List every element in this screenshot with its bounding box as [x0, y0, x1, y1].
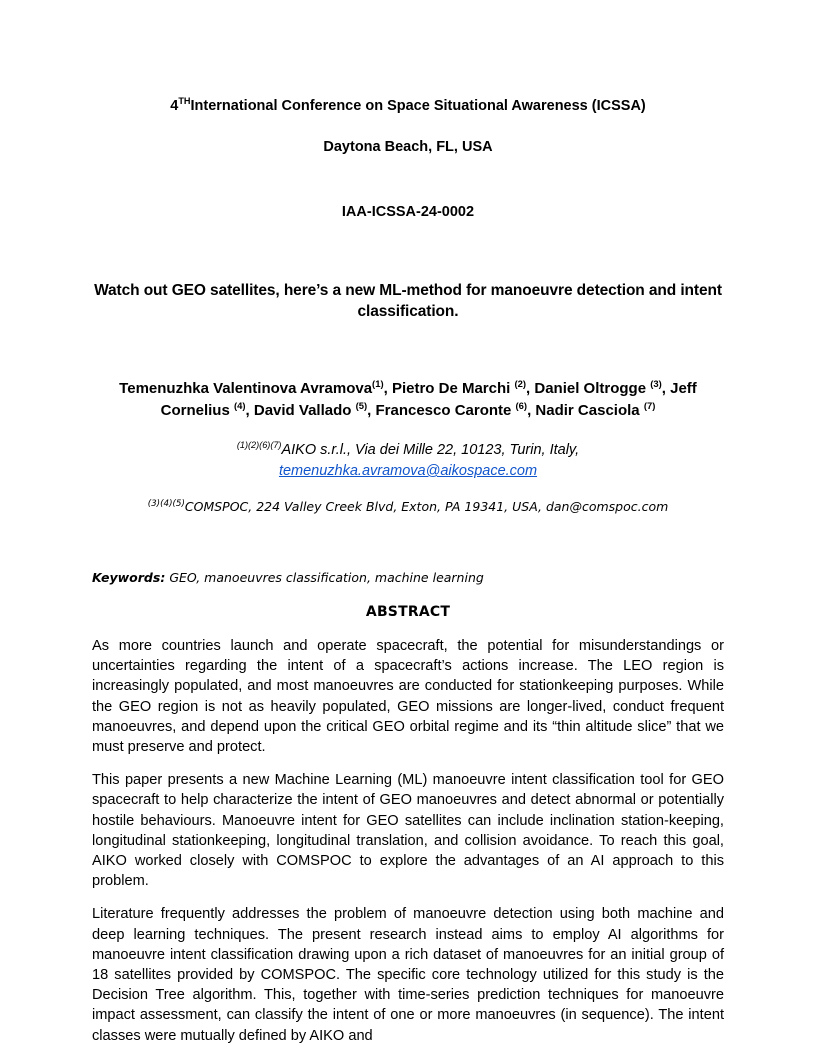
author-affiliation-marker: (7) — [643, 401, 656, 412]
author-separator: , — [527, 402, 536, 419]
abstract-paragraph-1: As more countries launch and operate spacecraft, the potential for misunderstandings or uncertainties regarding the intent of a spacecraft’s actions increase. The LEO region is increasingly populated, and most manoeuvres are conducted for stationkeeping purposes. While the GEO region is not as heavily populated, GEO missions are longer-lived, conduct frequent manoeuvres, and depend upon the critical GEO orbital regime and its “thin altitude slice” that we must preserve and protect. — [92, 638, 724, 756]
conference-location: Daytona Beach, FL, USA — [323, 139, 493, 155]
author-separator: , — [367, 402, 376, 419]
conference-title-text: International Conference on Space Situational Awareness (ICSSA) — [190, 98, 646, 114]
conference-ordinal-number: 4 — [170, 98, 179, 114]
affiliation-marker: (3)(4)(5) — [147, 498, 185, 509]
author-name: Pietro De Marchi — [391, 380, 515, 397]
affiliation-text: AIKO s.r.l., Via dei Mille 22, 10123, Turin, Italy, — [281, 442, 580, 458]
conference-title-line — [92, 96, 724, 116]
author-separator: , — [245, 402, 254, 419]
author-affiliation-marker: (1) — [372, 379, 384, 390]
keywords-label: Keywords: — [92, 570, 166, 585]
keywords-line — [92, 569, 724, 587]
keywords-value: GEO, manoeuvres classification, machine learning — [169, 570, 484, 585]
author-name: Daniel Oltrogge — [534, 380, 651, 397]
page-title: Watch out GEO satellites, here’s a new ML-method for manoeuvre detection and intent classification. — [94, 282, 722, 320]
author-name: Temenuzhka Valentinova Avramova — [119, 380, 373, 397]
page-content-column — [92, 0, 724, 1046]
abstract-heading: ABSTRACT — [365, 604, 451, 620]
author-name: David Vallado — [253, 402, 356, 419]
author-separator: , — [383, 380, 392, 397]
paper-id: IAA-ICSSA-24-0002 — [341, 204, 475, 220]
author-email-link[interactable]: temenuzhka.avramova@aikospace.com — [278, 463, 538, 479]
affiliation-marker: (1)(2)(6)(7) — [236, 440, 282, 451]
author-name: Jeff Cornelius — [160, 380, 697, 419]
author-list — [92, 378, 724, 422]
author-affiliation-marker: (5) — [355, 401, 368, 412]
author-separator: , — [661, 380, 671, 397]
author-affiliation-marker: (3) — [650, 379, 662, 390]
affiliation-text: COMSPOC, 224 Valley Creek Blvd, Exton, PA 19341, USA, dan@comspoc.com — [184, 499, 669, 514]
author-affiliation-marker: (6) — [515, 401, 528, 412]
author-name: Francesco Caronte — [375, 402, 516, 419]
affiliation-1 — [92, 440, 724, 482]
author-affiliation-marker: (2) — [514, 379, 527, 390]
affiliation-2 — [92, 496, 724, 517]
author-separator: , — [526, 380, 535, 397]
author-affiliation-marker: (4) — [233, 401, 246, 412]
abstract-paragraph-2: This paper presents a new Machine Learning (ML) manoeuvre intent classification tool for GEO spacecraft to help characterize the intent of GEO manoeuvres and detect abnormal or potentially hostile behaviours. Manoeuvre intent for GEO satellites can include inclination station-keeping, longitudinal stationkeeping, longitudinal translation, and collision avoidance. To reach this goal, AIKO worked closely with COMSPOC to explore the advantages of an AI approach to this problem. — [92, 772, 724, 890]
abstract-paragraph-3: Literature frequently addresses the problem of manoeuvre detection using both machine and deep learning techniques. The present research instead aims to employ AI algorithms for manoeuvre intent classification drawing upon a rich dataset of manoeuvres for an initial group of 18 satellites provided by COMSPOC. The specific core technology utilized for this study is the Decision Tree algorithm. This, together with time-series prediction techniques for manoeuvre impact assessment, can classify the intent of one or more manoeuvres (in sequence). The intent classes were mutually defined by AIKO and — [92, 906, 724, 1044]
conference-ordinal-suffix: TH — [178, 96, 191, 107]
author-name: Nadir Casciola — [535, 402, 644, 419]
